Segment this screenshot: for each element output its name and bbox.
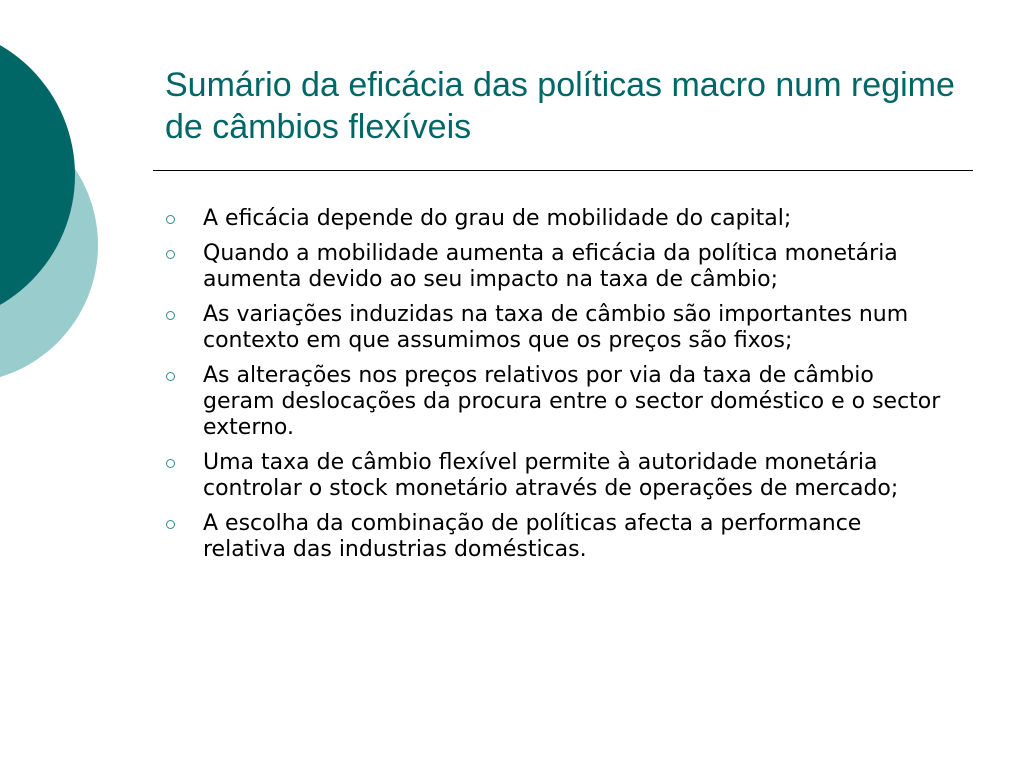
bullet-circle-icon bbox=[166, 250, 175, 259]
bullet-list bbox=[160, 206, 950, 572]
bullet-circle-icon bbox=[166, 520, 175, 529]
bullet-circle-icon bbox=[166, 311, 175, 320]
bullet-circle-icon bbox=[166, 372, 175, 381]
bullet-text: As variações induzidas na taxa de câmbio são importantes num contexto em que assumimos que os preços são fixos; bbox=[203, 302, 909, 353]
decorative-circles bbox=[0, 0, 110, 420]
bullet-text: Uma taxa de câmbio flexível permite à autoridade monetária controlar o stock monetário através de operações de mercado; bbox=[203, 450, 899, 501]
bullet-item bbox=[160, 511, 950, 563]
bullet-item bbox=[160, 302, 950, 354]
bullet-item bbox=[160, 363, 950, 441]
bullet-circle-icon bbox=[166, 215, 175, 224]
bullet-item bbox=[160, 241, 950, 293]
bullet-item bbox=[160, 206, 950, 232]
bullet-text: A eficácia depende do grau de mobilidade do capital; bbox=[203, 206, 792, 231]
bullet-circle-icon bbox=[166, 459, 175, 468]
bullet-text: As alterações nos preços relativos por via da taxa de câmbio geram deslocações da procura entre o sector doméstico e o sector externo. bbox=[203, 363, 941, 440]
bullet-item bbox=[160, 450, 950, 502]
title-divider bbox=[153, 170, 973, 171]
bullet-text: A escolha da combinação de políticas afecta a performance relativa das industrias domésticas. bbox=[203, 511, 862, 562]
bullet-text: Quando a mobilidade aumenta a eficácia da política monetária aumenta devido ao seu impacto na taxa de câmbio; bbox=[203, 241, 898, 292]
slide-title: Sumário da eficácia das políticas macro num regime de câmbios flexíveis bbox=[165, 66, 955, 146]
